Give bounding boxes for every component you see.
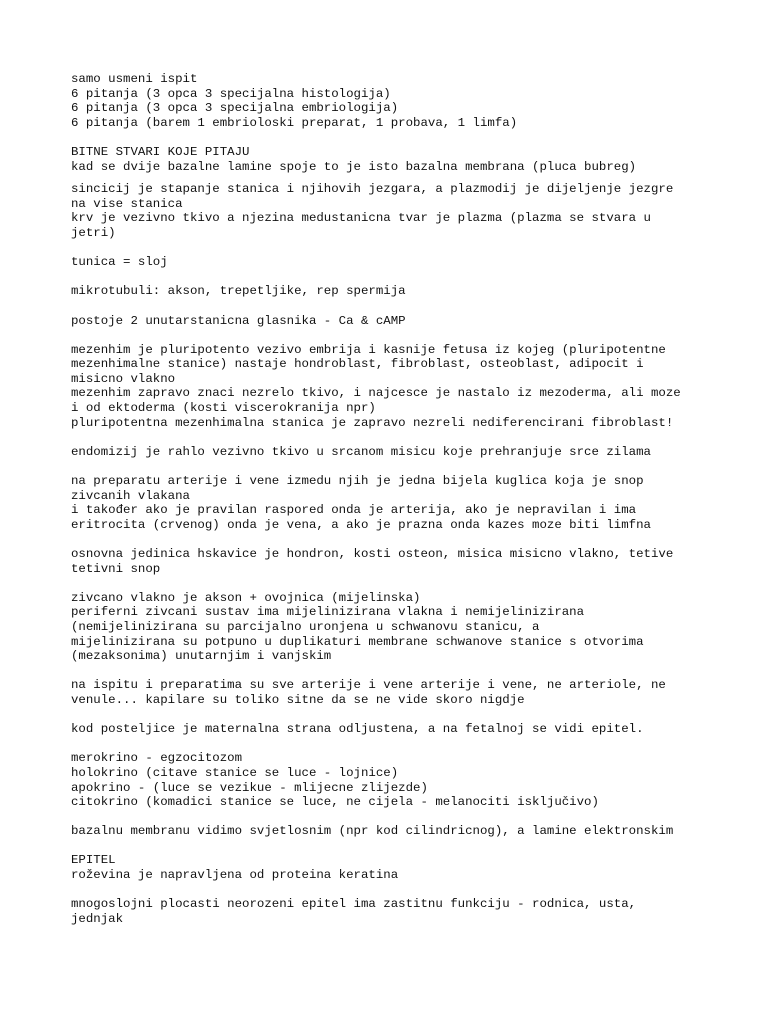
text-line: venule... kapilare su toliko sitne da se ne vide skoro nigdje bbox=[71, 692, 525, 707]
paragraph bbox=[71, 474, 701, 532]
text-line: endomizij je rahlo vezivno tkivo u srcanom misicu koje prehranjuje srce zilama bbox=[71, 444, 651, 459]
text-line: mijelinizirana su potpuno u duplikaturi membrane schwanove stanice s otvorima bbox=[71, 634, 644, 649]
text-line: apokrino - (luce se vezikue - mlijecne zlijezde) bbox=[71, 780, 428, 795]
paragraph bbox=[71, 591, 701, 664]
text-line: mezenhim zapravo znaci nezrelo tkivo, i najcesce je nastalo iz mezoderma, ali moze bbox=[71, 386, 681, 401]
paragraph bbox=[71, 853, 701, 882]
text-line: bazalnu membranu vidimo svjetlosnim (npr kod cilindricnog), a lamine elektronskim bbox=[71, 824, 674, 839]
text-line: mezenhimalne stanice) nastaje hondroblast, fibroblast, osteoblast, adipocit i bbox=[71, 357, 644, 372]
text-line: mikrotubuli: akson, trepetljike, rep spermija bbox=[71, 284, 406, 299]
text-line: (nemijelinizirana su parcijalno uronjena u schwanovu stanicu, a bbox=[71, 619, 540, 634]
paragraph bbox=[71, 678, 701, 707]
text-line: 6 pitanja (3 opca 3 specijalna embriologija) bbox=[71, 101, 399, 116]
text-line: holokrino (citave stanice se luce - lojnice) bbox=[71, 765, 399, 780]
text-line: EPITEL bbox=[71, 853, 116, 868]
text-line: misicno vlakno bbox=[71, 371, 176, 386]
text-line: sincicij je stapanje stanica i njihovih jezgara, a plazmodij je dijeljenje jezgre bbox=[71, 182, 674, 197]
text-line: na preparatu arterije i vene izmedu njih je jedna bijela kuglica koja je snop bbox=[71, 474, 644, 489]
paragraph bbox=[71, 343, 701, 431]
text-line: postoje 2 unutarstanicna glasnika - Ca & cAMP bbox=[71, 313, 406, 328]
document-body bbox=[71, 72, 701, 926]
text-line: citokrino (komadici stanice se luce, ne cijela - melanociti isključivo) bbox=[71, 795, 599, 810]
text-line: 6 pitanja (3 opca 3 specijalna histologija) bbox=[71, 86, 391, 101]
text-line: roževina je napravljena od proteina keratina bbox=[71, 868, 399, 883]
text-line: kod posteljice je maternalna strana odljustena, a na fetalnoj se vidi epitel. bbox=[71, 722, 644, 737]
paragraph bbox=[71, 751, 701, 809]
text-line: zivcano vlakno je akson + ovojnica (mijelinska) bbox=[71, 590, 421, 605]
paragraph bbox=[71, 182, 701, 240]
paragraph bbox=[71, 824, 701, 839]
text-line: mezenhim je pluripotento vezivo embrija i kasnije fetusa iz kojeg (pluripotentne bbox=[71, 342, 666, 357]
text-line: jetri) bbox=[71, 225, 116, 240]
text-line: zivcanih vlakana bbox=[71, 488, 190, 503]
paragraph bbox=[71, 547, 701, 576]
text-line: na ispitu i preparatima su sve arterije i vene arterije i vene, ne arteriole, ne bbox=[71, 678, 666, 693]
paragraph bbox=[71, 445, 701, 460]
paragraph bbox=[71, 897, 701, 926]
text-line: BITNE STVARI KOJE PITAJU bbox=[71, 144, 250, 159]
text-line: eritrocita (crvenog) onda je vena, a ako je prazna onda kazes moze biti limfna bbox=[71, 517, 651, 532]
text-line: pluripotentna mezenhimalna stanica je zapravo nezreli nediferencirani fibroblast! bbox=[71, 415, 674, 430]
text-line: krv je vezivno tkivo a njezina medustanicna tvar je plazma (plazma se stvara u bbox=[71, 211, 651, 226]
text-line: kad se dvije bazalne lamine spoje to je isto bazalna membrana (pluca bubreg) bbox=[71, 159, 637, 174]
text-line: tunica = sloj bbox=[71, 255, 168, 270]
paragraph bbox=[71, 284, 701, 299]
paragraph bbox=[71, 314, 701, 329]
text-line: merokrino - egzocitozom bbox=[71, 751, 243, 766]
text-line: na vise stanica bbox=[71, 196, 183, 211]
paragraph bbox=[71, 145, 701, 174]
paragraph bbox=[71, 72, 701, 130]
text-line: (mezaksonima) unutarnjim i vanjskim bbox=[71, 649, 332, 664]
text-line: mnogoslojni plocasti neorozeni epitel ima zastitnu funkciju - rodnica, usta, bbox=[71, 897, 637, 912]
text-line: samo usmeni ispit bbox=[71, 72, 198, 86]
paragraph bbox=[71, 722, 701, 737]
text-line: i također ako je pravilan raspored onda je arterija, ako je nepravilan i ima bbox=[71, 503, 637, 518]
text-line: i od ektoderma (kosti viscerokranija npr) bbox=[71, 401, 376, 416]
text-line: periferni zivcani sustav ima mijelinizirana vlakna i nemijelinizirana bbox=[71, 605, 585, 620]
text-line: 6 pitanja (barem 1 embrioloski preparat, 1 probava, 1 limfa) bbox=[71, 115, 518, 130]
text-line: jednjak bbox=[71, 911, 124, 926]
paragraph bbox=[71, 255, 701, 270]
text-line: tetivni snop bbox=[71, 561, 161, 576]
text-line: osnovna jedinica hskavice je hondron, kosti osteon, misica misicno vlakno, tetive bbox=[71, 547, 674, 562]
